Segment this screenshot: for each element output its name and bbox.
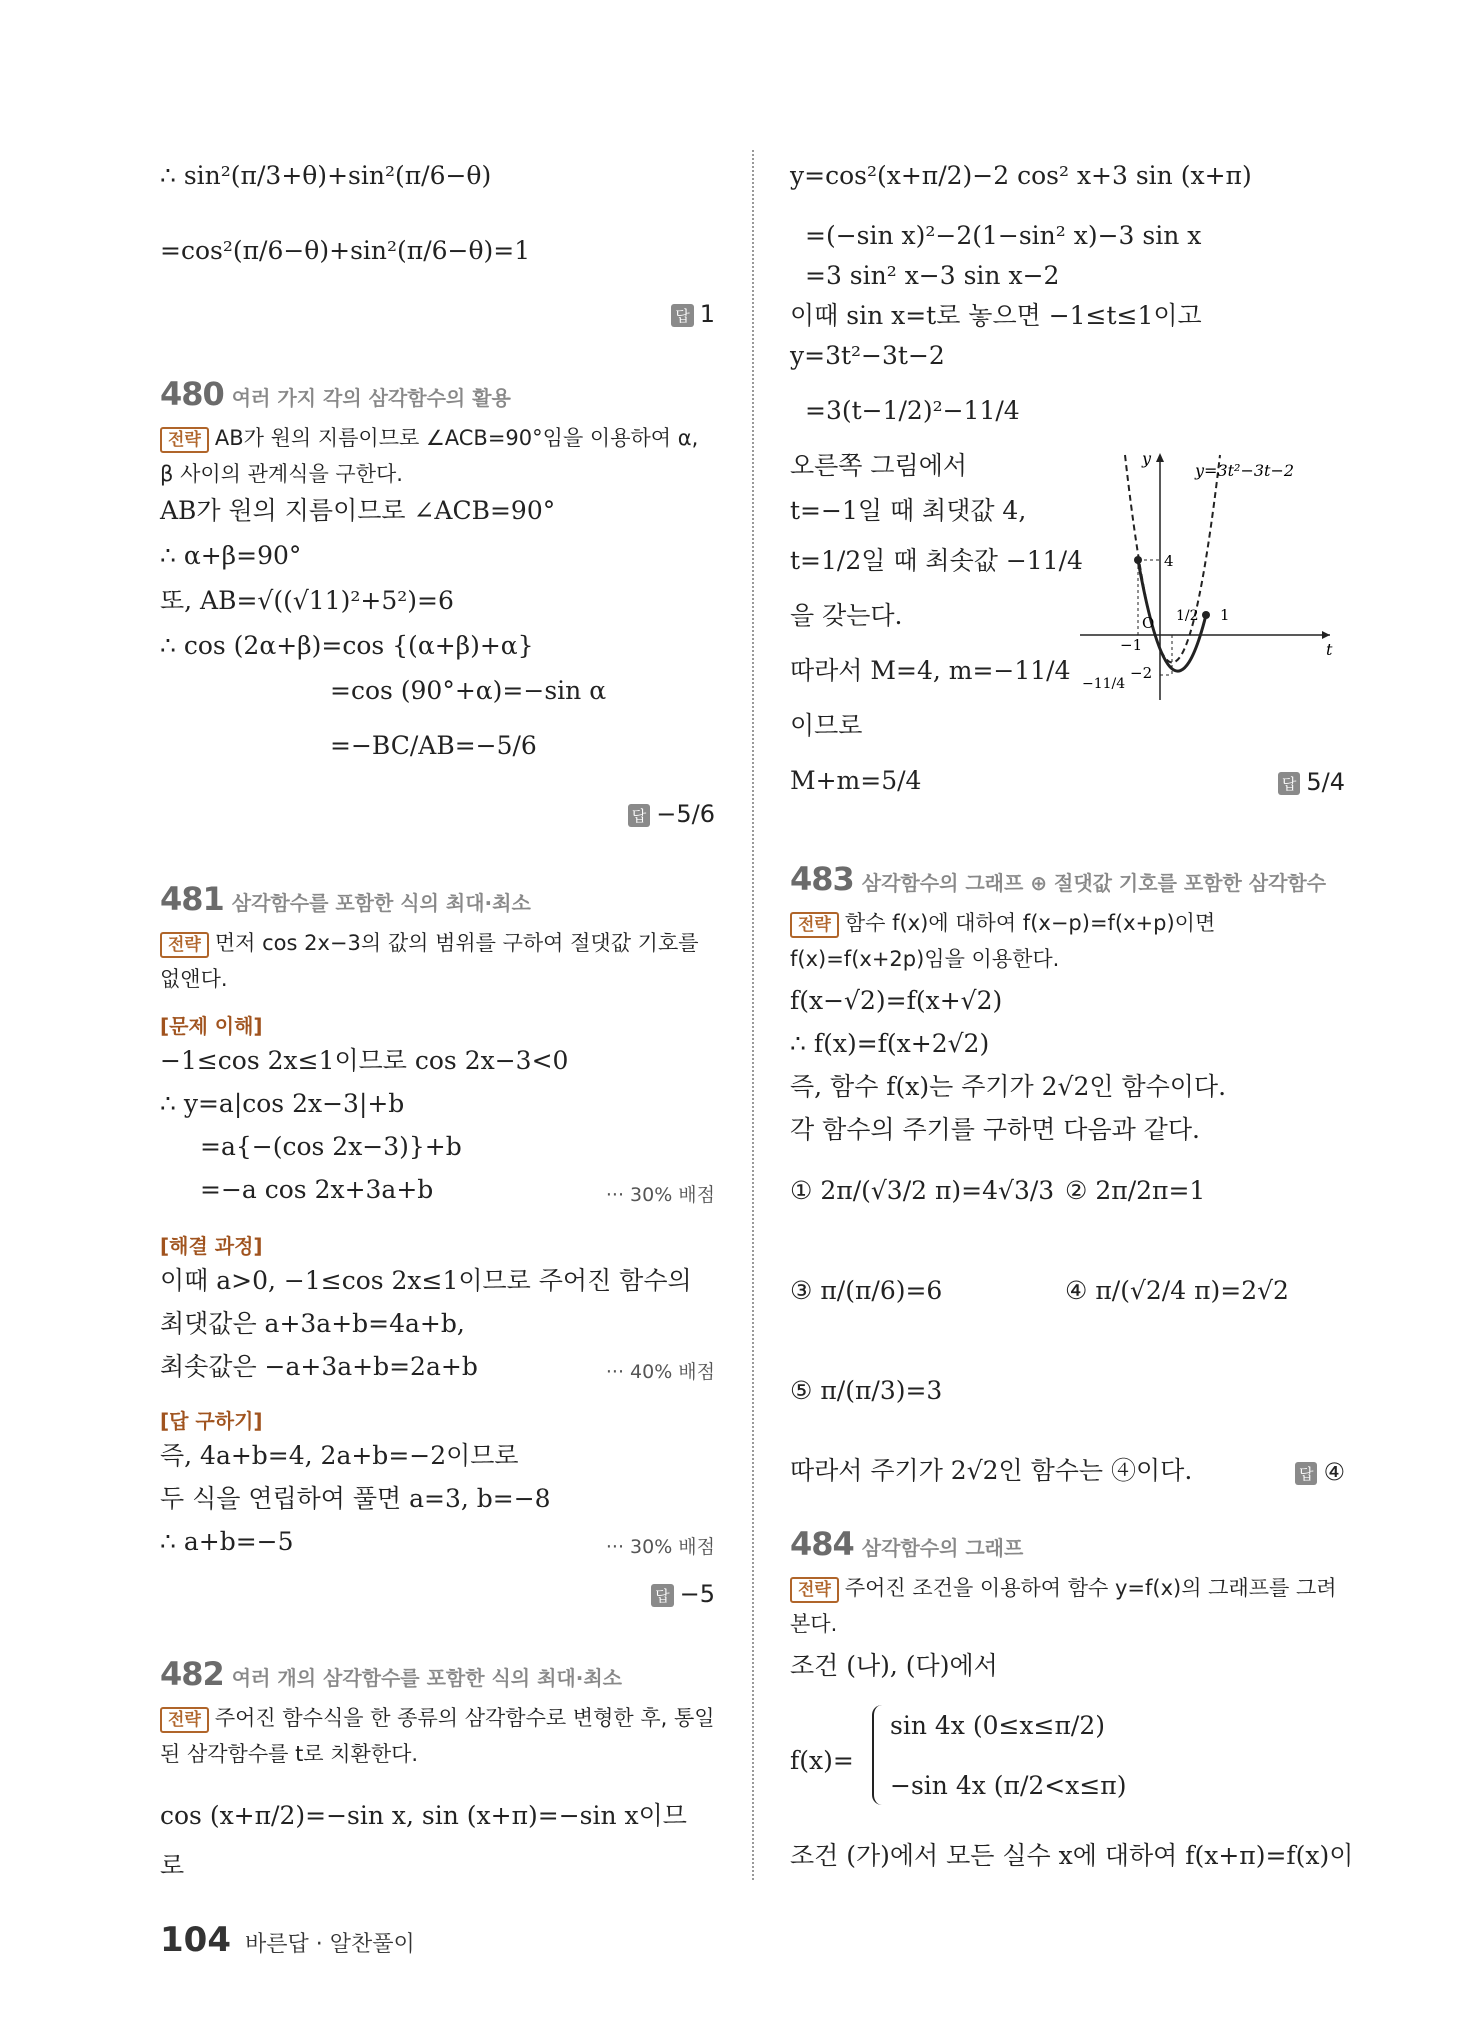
line: =−a cos 2x+3a+b: [200, 1175, 434, 1204]
points-label: ··· 40% 배점: [605, 1361, 715, 1383]
line: ∴ α+β=90°: [160, 541, 302, 570]
line: =a{−(cos 2x−3)}+b: [200, 1132, 462, 1161]
line: cos (x+π/2)=−sin x, sin (x+π)=−sin x이므: [160, 1801, 687, 1830]
line: 조건 (가)에서 모든 실수 x에 대하여 f(x+π)=f(x)이: [790, 1841, 1354, 1870]
answer-value: ④: [1323, 1458, 1345, 1486]
tick-half: 1/2: [1176, 608, 1199, 624]
piecewise-case-2: −sin 4x (π/2<x≤π): [890, 1771, 1127, 1800]
stage-label: [답 구하기]: [160, 1409, 263, 1433]
problem-number: 480: [160, 375, 224, 413]
answer-480: [628, 800, 715, 828]
answer-483: [1295, 1458, 1345, 1486]
piecewise-brace: [872, 1705, 884, 1805]
problem-title: 삼각함수를 포함한 식의 최대·최소: [231, 891, 531, 915]
line: 이때 a>0, −1≤cos 2x≤1이므로 주어진 함수의: [160, 1266, 692, 1295]
y-label: y: [1142, 450, 1152, 468]
answer-482: [1278, 768, 1345, 796]
tick-neg-11-4: −11/4: [1082, 676, 1126, 692]
answer-481: [651, 1580, 715, 1608]
line: 즉, 4a+b=4, 2a+b=−2이므로: [160, 1441, 519, 1470]
line: y=3t²−3t−2: [790, 341, 945, 370]
stage-label: [해결 과정]: [160, 1234, 263, 1258]
page-number: 104: [160, 1920, 231, 1960]
line: AB가 원의 지름이므로 ∠ACB=90°: [160, 496, 556, 525]
line: 조건 (나), (다)에서: [790, 1651, 998, 1680]
top-line-2: =cos²(π/6−θ)+sin²(π/6−θ)=1: [160, 236, 531, 265]
line: 각 함수의 주기를 구하면 다음과 같다.: [790, 1115, 1200, 1144]
quadratic-graph: [1080, 450, 1340, 705]
problem-481-header: [160, 880, 531, 918]
line: ∴ a+b=−5: [160, 1527, 294, 1556]
line: =3 sin² x−3 sin x−2: [805, 261, 1060, 290]
answer-tag: 답: [671, 304, 694, 327]
problem-title: 여러 개의 삼각함수를 포함한 식의 최대·최소: [231, 1666, 622, 1690]
points-label: ··· 30% 배점: [605, 1184, 715, 1206]
strategy-481: [160, 925, 715, 997]
piecewise-case-1: sin 4x (0≤x≤π/2): [890, 1711, 1105, 1740]
line: 을 갖는다.: [790, 601, 903, 630]
problem-483-header: [790, 860, 1326, 898]
answer-value: 5/4: [1306, 768, 1345, 796]
line: 오른쪽 그림에서: [790, 451, 967, 480]
line: =−BC/AB=−5/6: [330, 731, 537, 760]
line: t=1/2일 때 최솟값 −11/4: [790, 546, 1083, 575]
answer-value: 1: [699, 300, 715, 328]
curve-label: y=3t²−3t−2: [1195, 461, 1295, 480]
strategy-text: AB가 원의 지름이므로 ∠ACB=90°임을 이용하여 α, β 사이의 관계식을 구한다.: [160, 426, 699, 486]
book-name: 바른답 · 알찬풀이: [244, 1932, 415, 1957]
answer-top: [671, 300, 715, 328]
strategy-484: [790, 1570, 1345, 1642]
line: y=cos²(x+π/2)−2 cos² x+3 sin (x+π): [790, 161, 1252, 190]
strategy-label: 전략: [160, 427, 209, 453]
problem-title: 여러 가지 각의 삼각함수의 활용: [231, 386, 511, 410]
problem-number: 482: [160, 1655, 224, 1693]
strategy-text: 함수 f(x)에 대하여 f(x−p)=f(x+p)이면 f(x)=f(x+2p)임을 이용한다.: [790, 911, 1216, 971]
line: ∴ y=a|cos 2x−3|+b: [160, 1089, 405, 1118]
y-axis-arrow: [1156, 453, 1164, 462]
strategy-text: 먼저 cos 2x−3의 값의 범위를 구하여 절댓값 기호를 없앤다.: [160, 931, 699, 991]
endpoint: [1202, 611, 1210, 619]
line: 즉, 함수 f(x)는 주기가 2√2인 함수이다.: [790, 1072, 1227, 1101]
strategy-label: 전략: [790, 912, 839, 938]
line: =cos (90°+α)=−sin α: [330, 676, 607, 705]
points-label: ··· 30% 배점: [605, 1536, 715, 1558]
line: t=−1일 때 최댓값 4,: [790, 496, 1027, 525]
line: 최솟값은 −a+3a+b=2a+b: [160, 1352, 478, 1381]
problem-number: 483: [790, 860, 854, 898]
conclusion: 따라서 주기가 2√2인 함수는 ④이다.: [790, 1456, 1193, 1485]
line: 따라서 M=4, m=−11/4: [790, 656, 1071, 685]
strategy-text: 주어진 함수식을 한 종류의 삼각함수로 변형한 후, 통일된 삼각함수를 t로 치환한다.: [160, 1706, 715, 1766]
strategy-label: 전략: [160, 932, 209, 958]
line: =(−sin x)²−2(1−sin² x)−3 sin x: [805, 221, 1202, 250]
choice-1: ① 2π/(√3/2 π)=4√3/3: [790, 1176, 1055, 1205]
tick-1: 1: [1220, 606, 1230, 624]
choice-3: ③ π/(π/6)=6: [790, 1276, 943, 1305]
line: 두 식을 연립하여 풀면 a=3, b=−8: [160, 1484, 551, 1513]
stage-label: [문제 이해]: [160, 1014, 263, 1038]
problem-482-header: [160, 1655, 622, 1693]
problem-number: 481: [160, 880, 224, 918]
line: ∴ f(x)=f(x+2√2): [790, 1029, 990, 1058]
choice-5: ⑤ π/(π/3)=3: [790, 1376, 943, 1405]
problem-title: 삼각함수의 그래프 ⊕ 절댓값 기호를 포함한 삼각함수: [861, 871, 1327, 895]
strategy-482: [160, 1700, 715, 1772]
strategy-text: 주어진 조건을 이용하여 함수 y=f(x)의 그래프를 그려 본다.: [790, 1576, 1337, 1636]
line: 이므로: [790, 711, 863, 740]
choice-2: ② 2π/2π=1: [1065, 1176, 1206, 1205]
tick-neg2: −2: [1130, 664, 1153, 682]
page-footer: [160, 1920, 415, 1960]
tick-neg1: −1: [1120, 636, 1143, 654]
line: 최댓값은 a+3a+b=4a+b,: [160, 1309, 465, 1338]
answer-value: −5: [679, 1580, 715, 1608]
line: f(x−√2)=f(x+√2): [790, 986, 1003, 1015]
line: =3(t−1/2)²−11/4: [805, 396, 1020, 425]
line: 또, AB=√((√11)²+5²)=6: [160, 586, 454, 615]
strategy-label: 전략: [160, 1707, 209, 1733]
problem-480-header: [160, 375, 511, 413]
line: −1≤cos 2x≤1이므로 cos 2x−3<0: [160, 1046, 569, 1075]
answer-tag: 답: [628, 804, 651, 827]
strategy-label: 전략: [790, 1577, 839, 1603]
line: 이때 sin x=t로 놓으면 −1≤t≤1이고: [790, 301, 1202, 330]
strategy-480: [160, 420, 715, 492]
answer-tag: 답: [1295, 1462, 1318, 1485]
problem-484-header: [790, 1525, 1023, 1563]
t-axis-arrow: [1322, 631, 1330, 639]
line: 로: [160, 1851, 185, 1880]
problem-number: 484: [790, 1525, 854, 1563]
line: ∴ cos (2α+β)=cos {(α+β)+α}: [160, 631, 534, 660]
top-line-1: ∴ sin²(π/3+θ)+sin²(π/6−θ): [160, 161, 492, 190]
strategy-483: [790, 905, 1345, 977]
choice-4: ④ π/(√2/4 π)=2√2: [1065, 1276, 1289, 1305]
problem-title: 삼각함수의 그래프: [861, 1536, 1024, 1560]
line: M+m=5/4: [790, 766, 922, 795]
piecewise-fx: f(x)=: [790, 1746, 854, 1775]
origin-label: O: [1142, 614, 1155, 632]
column-divider: [752, 150, 754, 1880]
tick-4: 4: [1164, 552, 1174, 570]
answer-tag: 답: [1278, 772, 1301, 795]
t-label: t: [1326, 640, 1333, 659]
answer-tag: 답: [651, 1584, 674, 1607]
answer-value: −5/6: [656, 800, 715, 828]
